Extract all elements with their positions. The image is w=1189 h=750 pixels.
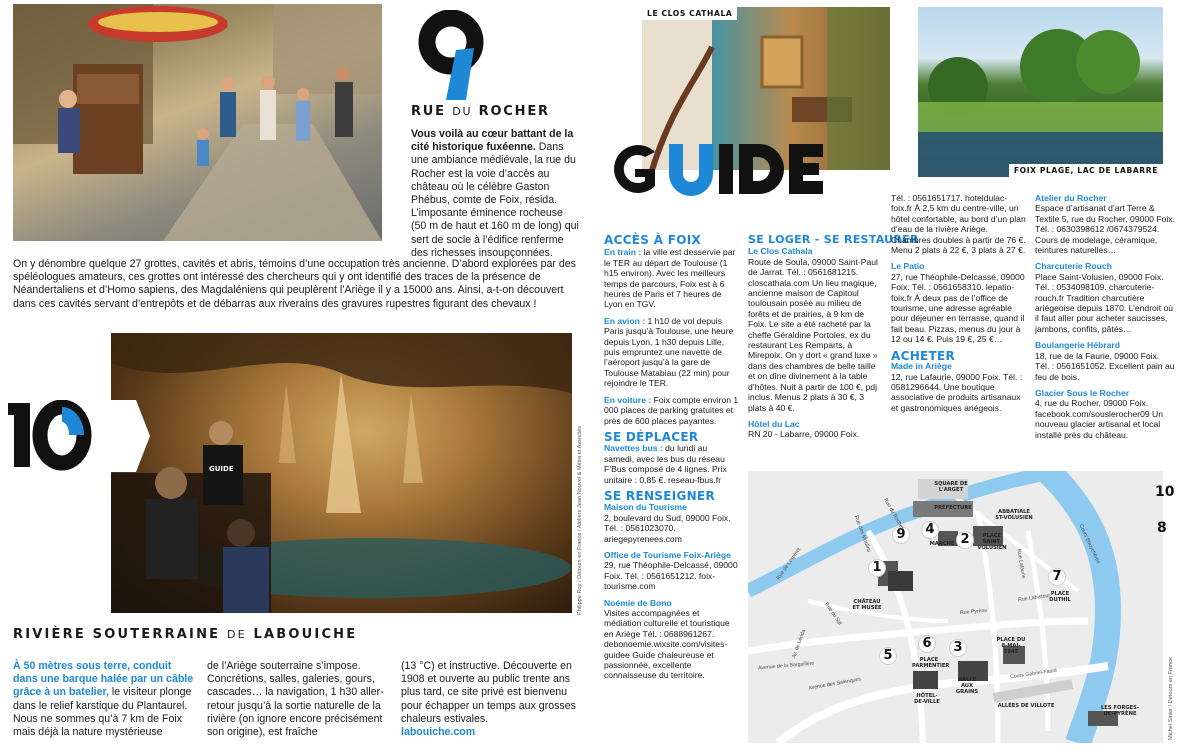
boulangerie-hebrard-text: 18, rue de la Faurie, 09000 Foix. Tél. : 0561651052. Excellent pain au feu de bois. xyxy=(1035,350,1175,382)
section-9-body-wide: On y dénombre quelque 27 grottes, cavités et abris, témoins d’une occupation très ancienne. D’abord explorées par des spéléologues amateurs, ces grottes ont intéressé des chercheurs qui y ont identifié des traces de la présence de Néandertaliens et d’Homo sapiens, des Magdaléniens qui peuplèrent l’Ariège il y a 15000 ans. Ainsi, a-t-on découvert dans ces cavités servant d’entrepôts et de débarras aux riverains des gravures rupestres figurant des chevaux ! xyxy=(13,258,576,310)
heading-acheter: ACHETER xyxy=(891,348,956,363)
office-tourisme-name: Office de Tourisme Foix-Ariège xyxy=(604,549,731,560)
photo-credit-left: Philippe Roy / Détours en France / Ateliers Jean Nouvel & Métra et Associés xyxy=(577,425,583,615)
map-label-marche: MARCHÉ xyxy=(929,541,955,547)
patio-text: 27, rue Théophile-Delcassé, 09000 Foix. Tél. : 0561658310. lepatio-foix.fr À deux pas de l’office de tourisme, une adresse agréable pour déjeuner en terrasse, quand il fait beau. Pizzas, menus du jour à 12 ou 14 €. Puis 19 €, 25 €… xyxy=(891,271,1025,345)
map-pin-9[interactable]: 9 xyxy=(892,526,910,544)
street-label: Rue du Rocher xyxy=(882,497,905,531)
map-pin-7[interactable]: 7 xyxy=(1048,568,1066,586)
hotel-lac-continued: Tél. : 0561651717. hoteldulac-foix.fr À 2,5 km du centre-ville, un hôtel confortable, au bord d’un plan d’eau de la rivière Ariège. Chambres doubles à partir de 76 €. Menu 2 plats à 22 €, 3 plats à 27 €. xyxy=(891,193,1026,256)
boulangerie-hebrard-name: Boulangerie Hébrard xyxy=(1035,340,1121,351)
map-label-hotel-de-ville: HÔTEL-DE-VILLE xyxy=(914,693,940,705)
photo-labouiche xyxy=(111,333,572,613)
heading-loger: SE LOGER - SE RESTAURER xyxy=(748,233,919,246)
guide-title-text: GUIDE xyxy=(603,140,607,141)
hotel-lac-text: RN 20 - Labarre, 09000 Foix. xyxy=(748,429,860,440)
section-10-lead: À 50 mètres sous terre, conduit dans une barque halée par un câble grâce à un batelier, xyxy=(13,660,194,699)
noemie-name: Noémie de Bono xyxy=(604,597,672,608)
map-label-forges: LES FORGES-DE-PYRÈNE xyxy=(1100,705,1140,717)
text-navettes: du lundi au samedi, avec les bus du réseau F’Bus composé de 4 lignes. Prix unitaire : 0,85 €. reseau-fbus.fr xyxy=(604,443,727,485)
map-label-allees: ALLÉES DE VILLOTE xyxy=(997,703,1055,709)
label-navettes: Navettes bus : xyxy=(604,443,663,454)
made-in-ariege-text: 12, rue Lafaurie, 09000 Foix. Tél. : 0581296644. Une boutique associative de produits artisanaux et gastronomiques ariégeois. xyxy=(891,371,1023,413)
charcuterie-rouch-text: Place Saint-Volusien, 09000 Foix. Tél. : 0534098109. charcuterie-rouch.fr Tradition charcutière ariégeoise depuis 1870. L’endroit où il faut aller pour acheter saucisses, jambons, confits, pâtés… xyxy=(1035,271,1174,334)
map-label-place-st-volusien: PLACE SAINT-VOLUSIEN xyxy=(977,533,1007,551)
atelier-rocher-name: Atelier du Rocher xyxy=(1035,193,1107,203)
title-word-small: DU xyxy=(452,105,473,118)
caption-clos-cathala: LE CLOS CATHALA xyxy=(642,7,737,20)
section-9-title xyxy=(411,104,550,119)
labouiche-link[interactable]: labouiche.com xyxy=(401,726,476,739)
map-pin-10[interactable]: 10 xyxy=(1155,484,1175,500)
heading-renseigner: SE RENSEIGNER xyxy=(604,488,716,503)
map-label-square: SQUARE DE L'ARGET xyxy=(934,481,968,493)
section-9-body: Dans une ambiance médiévale, la rue du Rocher est la voie d’accès au château où le célèbre Gaston Phébus, comte de Foix, résida. L’imposante éminence rocheuse (50 m de haut et 160 m de long) qui sert de socle à l’édifice renferme des richesses insoupçonnées. xyxy=(411,141,579,259)
label-voiture: En voiture : xyxy=(604,394,652,405)
map-label-halle: HALLE AUX GRAINS xyxy=(955,677,979,695)
label-avion: En avion : xyxy=(604,315,646,326)
glacier-text: 4, rue du Rocher, 09000 Foix. facebook.com/souslerocher09 Un nouveau glacier artisanal et local installé près du château. xyxy=(1035,398,1164,440)
noemie-text: Visites accompagnées et médiation culturelle et touristique en Ariège Tél. : 0688961267. debonoemie.wixsite.com/visites-guidee Guide chaleureuse et passionnée, excellente connaisseuse du territoire. xyxy=(604,608,730,681)
street-label: Rue Labistour xyxy=(1017,592,1051,604)
section-10-title xyxy=(13,627,357,642)
photo-foix-plage xyxy=(918,7,1163,177)
photo-rue-du-rocher xyxy=(13,4,382,241)
patio-name: Le Patio xyxy=(891,261,925,272)
map-pin-3[interactable]: 3 xyxy=(949,639,967,657)
street-label: Avenue des Salenques xyxy=(807,676,862,692)
map-label-abbatiale: ABBATIALE ST-VOLUSIEN xyxy=(995,509,1033,521)
text-train: la ville est desservie par le TER au départ de Toulouse (1 h15 environ). Avec les meilleurs temps de parcours, Foix est à 6 heures de Paris et 7 heures de Lyon en TGV. xyxy=(604,247,736,310)
street-label: Av. de Lérida xyxy=(791,628,808,660)
map-credit: Michel Sinier / Détours en France xyxy=(1168,656,1174,740)
guide-column-3 xyxy=(891,193,1027,419)
text-voiture: Foix compte environ 1 000 places de parking gratuites et près de 600 places payantes. xyxy=(604,394,739,426)
map-pin-6[interactable]: 6 xyxy=(918,635,936,653)
street-label: Rue du Sgt xyxy=(823,601,843,627)
map-label-prefecture: PRÉFECTURE xyxy=(934,505,972,511)
made-in-ariege-name: Made in Ariège xyxy=(891,361,952,372)
street-label: Rue de Lespinet xyxy=(775,546,803,582)
maison-tourisme-name: Maison du Tourisme xyxy=(604,502,687,513)
map-pin-8[interactable]: 8 xyxy=(1157,520,1167,536)
section-9-lead: Vous voilà au cœur battant de la cité historique fuxéenne. xyxy=(411,128,574,154)
clos-cathala-text: Route de Soula, 09000 Saint-Paul de Jarrat. Tél. : 0561681215. closcathala.com Un lieu magique, ancienne maison de Capitoul toulousain posée au milieu de forêts et de prairies, à 9 km de Foix. Le site a été racheté par la cheffe Géraldine Portoles, ex du restaurant Les Remparts, à Mirepoix. On y dort « grand luxe » dans des chambres de belle taille et on dîne divinement à la table d’hôtes. Nuit à partir de 100 €, pdj inclus. Menus 2 plats à 30 €, 3 plats à 40 €. xyxy=(748,256,878,413)
section-10-text: (13 °C) et instructive. Découverte en 1908 et ouverte au public trente ans plus tard, ce site privé est bienvenu pour échapper un temps aux grosses chaleurs estivales. xyxy=(401,660,576,725)
charcuterie-rouch-name: Charcuterie Rouch xyxy=(1035,261,1112,272)
street-label: Avenue de la Barguillère xyxy=(757,660,815,672)
heading-acces: ACCÈS À FOIX xyxy=(604,233,702,247)
title-word: LABOUICHE xyxy=(253,627,358,642)
map-pin-1[interactable]: 1 xyxy=(868,559,886,577)
section-10-col-1 xyxy=(13,660,195,739)
street-label: Rue des Moulins xyxy=(852,514,872,554)
section-9-column xyxy=(411,128,579,260)
street-label: Rue Lafaurie xyxy=(1015,548,1027,580)
clos-cathala-name: Le Clos Cathala xyxy=(748,246,813,257)
guide-logo xyxy=(603,140,828,198)
atelier-rocher-text: Espace d’artisanat d’art Terre & Textile 5, rue du Rocher, 09000 Foix. Tél. : 0630398612 /0674379524. Cours de modelage, céramique, teintures naturelles… xyxy=(1035,203,1175,256)
title-word-small: DE xyxy=(226,628,247,641)
street-label: Cours Gabriel-Fauré xyxy=(1009,667,1058,681)
guide-column-4 xyxy=(1035,193,1175,446)
guide-shirt-text: GUIDE xyxy=(209,465,234,473)
map-pin-4[interactable]: 4 xyxy=(921,521,939,539)
section-10-text: le visiteur plonge dans le relief karstique du Plantaurel. Nous ne sommes qu’à 7 km de Foix mais déjà la nature mystérieuse xyxy=(13,686,192,739)
section-10-col-3 xyxy=(401,660,579,739)
map-label-parmentier: PLACE PARMENTIER xyxy=(912,657,950,669)
maison-tourisme-text: 2, boulevard du Sud, 09000 Foix. Tél. : 0561023070. ariegepyrenees.com xyxy=(604,512,731,544)
label-train: En train : xyxy=(604,247,642,258)
map-label-place-8-mai: PLACE DU 8-MAI-1945 xyxy=(996,637,1026,655)
caption-foix-plage: FOIX PLAGE, LAC DE LABARRE xyxy=(1009,164,1163,177)
title-word: ROCHER xyxy=(478,104,550,119)
hotel-lac-name: Hôtel du Lac xyxy=(748,418,800,429)
map-label-place-dutilh: PLACE DUTHIL xyxy=(1049,591,1071,603)
section-10-col-2: de l’Ariège souterraine s’impose. Concrétions, salles, galeries, gours, cascades… la navigation, 1 h30 aller-retour jusqu’à la sortie naturelle de la rivière (on ignore encore précisément son origine), est fraîche xyxy=(207,660,384,739)
guide-column-1 xyxy=(604,235,739,687)
street-label: Rue Pyrène xyxy=(959,607,988,617)
title-word: RIVIÈRE SOUTERRAINE xyxy=(13,627,221,642)
map-label-chateau: CHÂTEAU ET MUSÉE xyxy=(852,599,882,611)
text-avion: 1 h10 de vol depuis Paris jusqu’à Toulouse, une heure depuis Lyon, 1 h30 depuis Lille, puis empruntez une navette de l’aéroport jusqu’à la gare de Toulouse Matabiau (22 min) pour rejoindre le TER. xyxy=(604,315,734,389)
glacier-name: Glacier Sous le Rocher xyxy=(1035,387,1130,398)
section-9-number xyxy=(416,10,486,102)
office-tourisme-text: 29, rue Théophile-Delcassé, 09000 Foix. Tél. : 0561651212. foix-tourisme.com xyxy=(604,560,738,592)
map-pin-5[interactable]: 5 xyxy=(879,647,897,665)
map-foix xyxy=(748,471,1163,743)
map-pin-2[interactable]: 2 xyxy=(956,531,974,549)
section-10-number xyxy=(0,400,150,472)
heading-deplacer: SE DÉPLACER xyxy=(604,429,699,444)
street-label: Cours Bouychères xyxy=(1077,523,1102,565)
title-word: RUE xyxy=(411,104,446,119)
